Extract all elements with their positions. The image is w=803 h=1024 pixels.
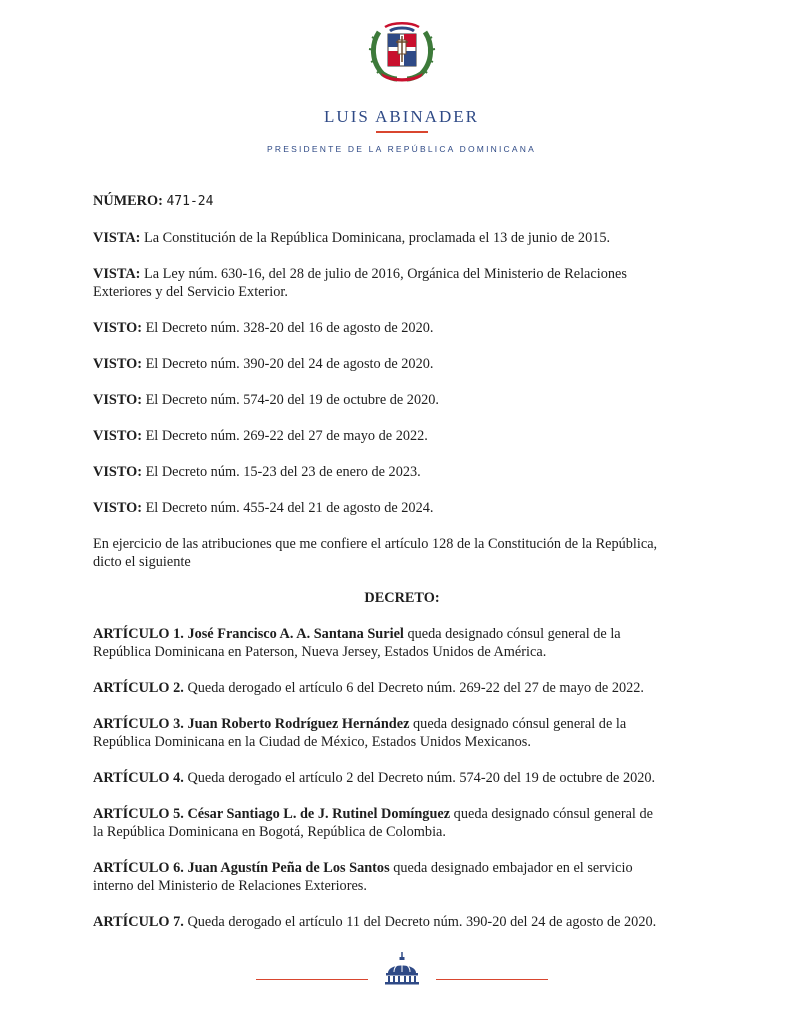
vista-text: La Ley núm. 630-16, del 28 de julio de 2016, Orgánica del Ministerio de Relaciones xyxy=(143,266,627,282)
article-text: Queda derogado el artículo 11 del Decreto núm. 390-20 del 24 de agosto de 2020. xyxy=(187,914,657,930)
article-label: ARTÍCULO 1. xyxy=(93,626,184,642)
article-paragraph xyxy=(93,679,711,697)
footer-rule-left xyxy=(256,979,368,980)
decree-number xyxy=(93,192,711,211)
visto-text: El Decreto núm. 15-23 del 23 de enero de 2023. xyxy=(145,464,421,480)
visto-text: El Decreto núm. 328-20 del 16 de agosto de 2020. xyxy=(145,320,434,336)
visto-text: El Decreto núm. 455-24 del 21 de agosto de 2024. xyxy=(145,500,434,516)
article-label: ARTÍCULO 4. xyxy=(93,770,184,786)
article-paragraph xyxy=(93,625,711,643)
visto-label: VISTO: xyxy=(93,392,142,408)
article-paragraph xyxy=(93,715,711,733)
article-text: Queda derogado el artículo 2 del Decreto núm. 574-20 del 19 de octubre de 2020. xyxy=(187,770,656,786)
visto-paragraph xyxy=(93,499,711,517)
footer-rule-right xyxy=(436,979,548,980)
article-paragraph xyxy=(93,913,711,931)
article-paragraph xyxy=(93,769,711,787)
coat-of-arms-icon xyxy=(367,18,437,84)
visto-label: VISTO: xyxy=(93,464,142,480)
decreto-heading: DECRETO: xyxy=(364,590,440,606)
visto-paragraph xyxy=(93,463,711,481)
visto-text: El Decreto núm. 574-20 del 19 de octubre de 2020. xyxy=(145,392,439,408)
vista-label: VISTA: xyxy=(93,266,141,282)
article-text-continued: República Dominicana en la Ciudad de México, Estados Unidos Mexicanos. xyxy=(93,734,531,750)
visto-paragraph xyxy=(93,427,711,445)
article-label: ARTÍCULO 2. xyxy=(93,680,184,696)
vista-text: La Constitución de la República Dominicana, proclamada el 13 de junio de 2015. xyxy=(143,230,611,246)
visto-text: El Decreto núm. 269-22 del 27 de mayo de 2022. xyxy=(145,428,428,444)
vista-label: VISTA: xyxy=(93,230,141,246)
article-label: ARTÍCULO 3. xyxy=(93,716,184,732)
vista-paragraph xyxy=(93,265,711,283)
article-text: queda designado cónsul general de la xyxy=(407,626,621,642)
visto-label: VISTO: xyxy=(93,500,142,516)
preamble-line: dicto el siguiente xyxy=(93,554,191,570)
vista-text-continued: Exteriores y del Servicio Exterior. xyxy=(93,284,288,300)
article-person-name: José Francisco A. A. Santana Suriel xyxy=(187,626,404,642)
article-text: queda designado embajador en el servicio xyxy=(393,860,633,876)
decree-number-value: 471-24 xyxy=(166,194,214,209)
article-person-name: Juan Agustín Peña de Los Santos xyxy=(187,860,390,876)
article-paragraph xyxy=(93,859,711,877)
article-person-name: César Santiago L. de J. Rutinel Domínguez xyxy=(187,806,451,822)
president-name: LUIS ABINADER xyxy=(324,107,479,126)
preamble-line: En ejercicio de las atribuciones que me confiere el artículo 128 de la Constitución de la República, xyxy=(93,536,658,552)
decree-number-label: NÚMERO: xyxy=(93,193,163,209)
article-text-continued: República Dominicana en Paterson, Nueva Jersey, Estados Unidos de América. xyxy=(93,644,547,660)
article-text: Queda derogado el artículo 6 del Decreto núm. 269-22 del 27 de mayo de 2022. xyxy=(187,680,645,696)
visto-paragraph xyxy=(93,355,711,373)
header-divider xyxy=(376,131,428,133)
visto-paragraph xyxy=(93,319,711,337)
visto-paragraph xyxy=(93,391,711,409)
visto-text: El Decreto núm. 390-20 del 24 de agosto de 2020. xyxy=(145,356,434,372)
article-label: ARTÍCULO 5. xyxy=(93,806,184,822)
article-label: ARTÍCULO 6. xyxy=(93,860,184,876)
visto-label: VISTO: xyxy=(93,320,142,336)
article-text-continued: la República Dominicana en Bogotá, República de Colombia. xyxy=(93,824,446,840)
article-text-continued: interno del Ministerio de Relaciones Exteriores. xyxy=(93,878,367,894)
article-label: ARTÍCULO 7. xyxy=(93,914,184,930)
article-text: queda designado cónsul general de xyxy=(453,806,653,822)
president-title: PRESIDENTE DE LA REPÚBLICA DOMINICANA xyxy=(267,144,536,154)
decree-body xyxy=(93,192,711,931)
vista-paragraph xyxy=(93,229,711,247)
article-paragraph xyxy=(93,805,711,823)
article-text: queda designado cónsul general de la xyxy=(413,716,627,732)
visto-label: VISTO: xyxy=(93,428,142,444)
visto-label: VISTO: xyxy=(93,356,142,372)
palace-dome-icon xyxy=(383,951,421,985)
article-person-name: Juan Roberto Rodríguez Hernández xyxy=(187,716,410,732)
